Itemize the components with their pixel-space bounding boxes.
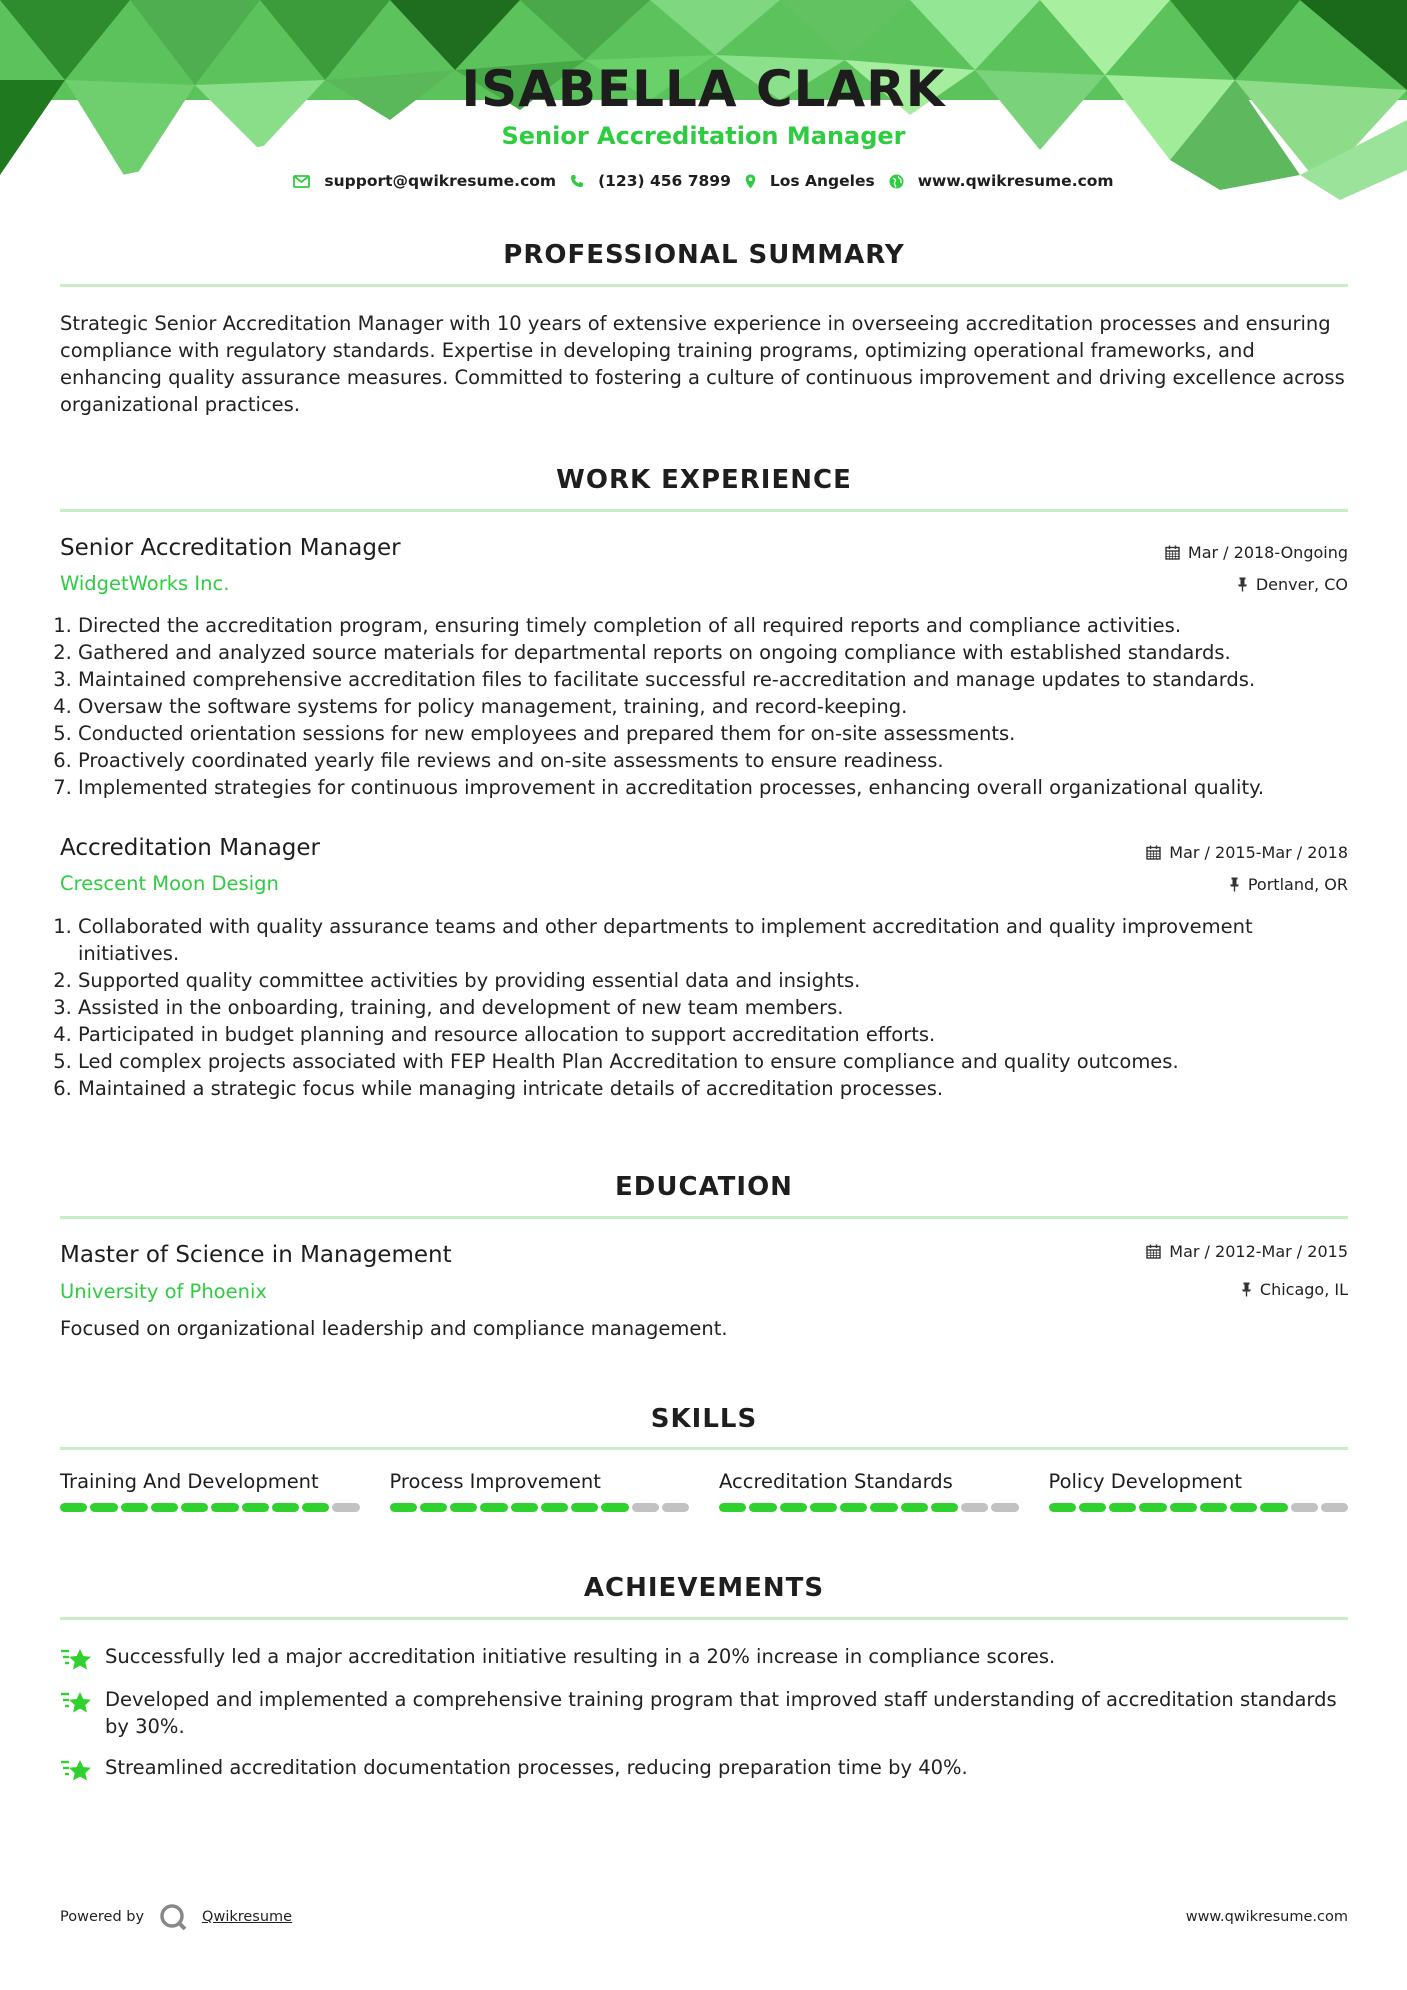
- skills-heading: SKILLS: [650, 1404, 758, 1434]
- skill-name: Process Improvement: [389, 1470, 601, 1493]
- contact-location: [745, 172, 875, 190]
- calendar-icon: [1165, 545, 1180, 560]
- contact-website[interactable]: [889, 172, 1114, 190]
- skill-segment-filled: [151, 1503, 178, 1512]
- duty-item: 1. Directed the accreditation program, ensuring timely completion of all required reports and compliance activities.: [78, 612, 1308, 639]
- duty-item: 3. Maintained comprehensive accreditation files to facilitate successful re-accreditation and manage updates to standards.: [78, 666, 1308, 693]
- skill-segment-empty: [1291, 1503, 1318, 1512]
- skill-name: Policy Development: [1048, 1470, 1243, 1493]
- skill-segment-empty: [961, 1503, 988, 1512]
- summary-text: Strategic Senior Accreditation Manager with 10 years of extensive experience in overseeing accreditation processes and ensuring compliance with regulatory standards. Expertise in developing training programs, optimizing operational frameworks, and enhancing quality assurance measures. Committed to fostering a culture of continuous improvement and driving excellence across organizational practices.: [60, 312, 1345, 416]
- website-text: www.qwikresume.com: [917, 172, 1114, 190]
- duty-item: 3. Assisted in the onboarding, training, and development of new team members.: [78, 994, 1308, 1021]
- skill-segment-filled: [901, 1503, 928, 1512]
- skill-segment-filled: [1260, 1503, 1287, 1512]
- job-dates: [1146, 843, 1348, 862]
- email-text: support@qwikresume.com: [324, 172, 557, 190]
- skill-segment-empty: [991, 1503, 1018, 1512]
- duty-item: 1. Collaborated with quality assurance teams and other departments to implement accreditation and quality improvement initiatives.: [78, 913, 1308, 967]
- pushpin-icon: [1229, 877, 1240, 892]
- calendar-icon: [1146, 845, 1161, 860]
- education-divider: [60, 1216, 1348, 1219]
- skills-divider: [60, 1447, 1348, 1450]
- skill-segment-filled: [840, 1503, 867, 1512]
- education-note: Focused on organizational leadership and compliance management.: [60, 1317, 728, 1340]
- star-icon: [60, 1686, 93, 1740]
- skill-level-bar: [60, 1503, 360, 1512]
- qwikresume-logo-icon: [158, 1902, 188, 1932]
- skill-segment-empty: [1321, 1503, 1348, 1512]
- job-location: [1229, 875, 1348, 894]
- duty-item: 4. Participated in budget planning and resource allocation to support accreditation efforts.: [78, 1021, 1308, 1048]
- duty-item: 5. Led complex projects associated with FEP Health Plan Accreditation to ensure compliance and quality outcomes.: [78, 1048, 1308, 1075]
- candidate-name: ISABELLA CLARK: [461, 60, 946, 118]
- duty-item: 4. Oversaw the software systems for policy management, training, and record-keeping.: [78, 693, 1308, 720]
- summary-divider: [60, 284, 1348, 287]
- achievements-divider: [60, 1617, 1348, 1620]
- location-text: Los Angeles: [769, 172, 875, 190]
- skill-segment-filled: [60, 1503, 87, 1512]
- experience-heading: WORK EXPERIENCE: [556, 465, 852, 495]
- job-dates-text: Mar / 2015-Mar / 2018: [1169, 843, 1348, 862]
- duty-item: 7. Implemented strategies for continuous improvement in accreditation processes, enhancing overall organizational quality.: [78, 774, 1308, 801]
- job-duties-list: [52, 913, 1308, 1102]
- skill-segment-filled: [302, 1503, 329, 1512]
- duty-item: 6. Maintained a strategic focus while managing intricate details of accreditation processes.: [78, 1075, 1308, 1102]
- skill-segment-filled: [931, 1503, 958, 1512]
- job-location: [1237, 575, 1348, 594]
- job-title: Accreditation Manager: [60, 835, 321, 861]
- skill-segment-filled: [181, 1503, 208, 1512]
- contact-phone[interactable]: [570, 172, 731, 190]
- footer: [60, 1902, 1348, 1932]
- skill-item: [60, 1470, 360, 1512]
- duty-item: 5. Conducted orientation sessions for new employees and prepared them for on-site assessments.: [78, 720, 1308, 747]
- skill-segment-filled: [541, 1503, 568, 1512]
- skill-segment-empty: [632, 1503, 659, 1512]
- skill-segment-filled: [1200, 1503, 1227, 1512]
- skill-level-bar: [1049, 1503, 1349, 1512]
- achievement-text: Developed and implemented a comprehensive training program that improved staff understanding of accreditation standards by 30%.: [105, 1688, 1337, 1738]
- skill-level-bar: [390, 1503, 690, 1512]
- skill-segment-filled: [480, 1503, 507, 1512]
- map-pin-icon: [745, 174, 756, 189]
- calendar-icon: [1146, 1244, 1161, 1259]
- skill-segment-filled: [1139, 1503, 1166, 1512]
- education-heading: EDUCATION: [615, 1172, 793, 1202]
- summary-heading: PROFESSIONAL SUMMARY: [503, 240, 905, 270]
- skills-grid: [60, 1470, 1348, 1512]
- education-location: [1241, 1280, 1348, 1299]
- skill-segment-filled: [1079, 1503, 1106, 1512]
- achievement-item: [60, 1686, 1348, 1740]
- skill-segment-filled: [601, 1503, 628, 1512]
- candidate-role: Senior Accreditation Manager: [501, 122, 906, 150]
- skill-segment-filled: [450, 1503, 477, 1512]
- skill-segment-filled: [780, 1503, 807, 1512]
- skill-item: [1049, 1470, 1349, 1512]
- education-location-text: Chicago, IL: [1259, 1280, 1348, 1299]
- job-title: Senior Accreditation Manager: [60, 535, 401, 561]
- star-icon: [60, 1754, 93, 1790]
- job-location-text: Portland, OR: [1247, 875, 1348, 894]
- skill-item: [390, 1470, 690, 1512]
- achievements-heading: ACHIEVEMENTS: [583, 1573, 825, 1603]
- job-dates-text: Mar / 2018-Ongoing: [1187, 543, 1348, 562]
- star-icon: [60, 1643, 93, 1679]
- envelope-icon: [293, 175, 310, 188]
- skill-segment-empty: [332, 1503, 359, 1512]
- skill-item: [719, 1470, 1019, 1512]
- school-name: University of Phoenix: [60, 1280, 267, 1303]
- duty-item: 2. Gathered and analyzed source materials for departmental reports on ongoing compliance with established standards.: [78, 639, 1308, 666]
- skill-segment-filled: [242, 1503, 269, 1512]
- pushpin-icon: [1241, 1282, 1252, 1297]
- achievement-item: [60, 1643, 1348, 1679]
- skill-segment-filled: [1230, 1503, 1257, 1512]
- contact-email[interactable]: [293, 172, 556, 190]
- skill-name: Training And Development: [60, 1470, 319, 1493]
- skill-segment-filled: [390, 1503, 417, 1512]
- achievement-text: Successfully led a major accreditation initiative resulting in a 20% increase in compliance scores.: [105, 1645, 1056, 1668]
- skill-segment-filled: [1049, 1503, 1076, 1512]
- skill-segment-filled: [272, 1503, 299, 1512]
- company-name: WidgetWorks Inc.: [60, 572, 230, 595]
- phone-icon: [570, 174, 584, 188]
- degree-title: Master of Science in Management: [60, 1242, 452, 1268]
- contact-bar: [0, 172, 1407, 190]
- skill-segment-filled: [121, 1503, 148, 1512]
- footer-website[interactable]: www.qwikresume.com: [1185, 1909, 1348, 1925]
- skill-name: Accreditation Standards: [719, 1470, 953, 1493]
- powered-by-label: Powered by: [60, 1909, 145, 1925]
- skill-segment-filled: [719, 1503, 746, 1512]
- footer-branding: [60, 1902, 292, 1932]
- skill-segment-filled: [870, 1503, 897, 1512]
- job-location-text: Denver, CO: [1255, 575, 1348, 594]
- phone-text: (123) 456 7899: [598, 172, 731, 190]
- skill-segment-empty: [662, 1503, 689, 1512]
- skill-segment-filled: [511, 1503, 538, 1512]
- skill-segment-filled: [420, 1503, 447, 1512]
- experience-divider: [60, 509, 1348, 512]
- pushpin-icon: [1237, 577, 1248, 592]
- job-dates: [1165, 543, 1348, 562]
- brand-link[interactable]: Qwikresume: [202, 1909, 293, 1925]
- education-dates-text: Mar / 2012-Mar / 2015: [1169, 1242, 1348, 1261]
- skill-segment-filled: [810, 1503, 837, 1512]
- skill-segment-filled: [1170, 1503, 1197, 1512]
- duty-item: 6. Proactively coordinated yearly file reviews and on-site assessments to ensure readiness.: [78, 747, 1308, 774]
- skill-segment-filled: [211, 1503, 238, 1512]
- globe-icon: [889, 174, 904, 189]
- achievement-text: Streamlined accreditation documentation processes, reducing preparation time by 40%.: [105, 1756, 968, 1779]
- skill-segment-filled: [1109, 1503, 1136, 1512]
- skill-level-bar: [719, 1503, 1019, 1512]
- skill-segment-filled: [90, 1503, 117, 1512]
- company-name: Crescent Moon Design: [60, 872, 279, 895]
- skill-segment-filled: [571, 1503, 598, 1512]
- duty-item: 2. Supported quality committee activities by providing essential data and insights.: [78, 967, 1308, 994]
- skill-segment-filled: [749, 1503, 776, 1512]
- education-dates: [1146, 1242, 1348, 1261]
- achievement-item: [60, 1754, 1348, 1790]
- job-duties-list: [52, 612, 1308, 801]
